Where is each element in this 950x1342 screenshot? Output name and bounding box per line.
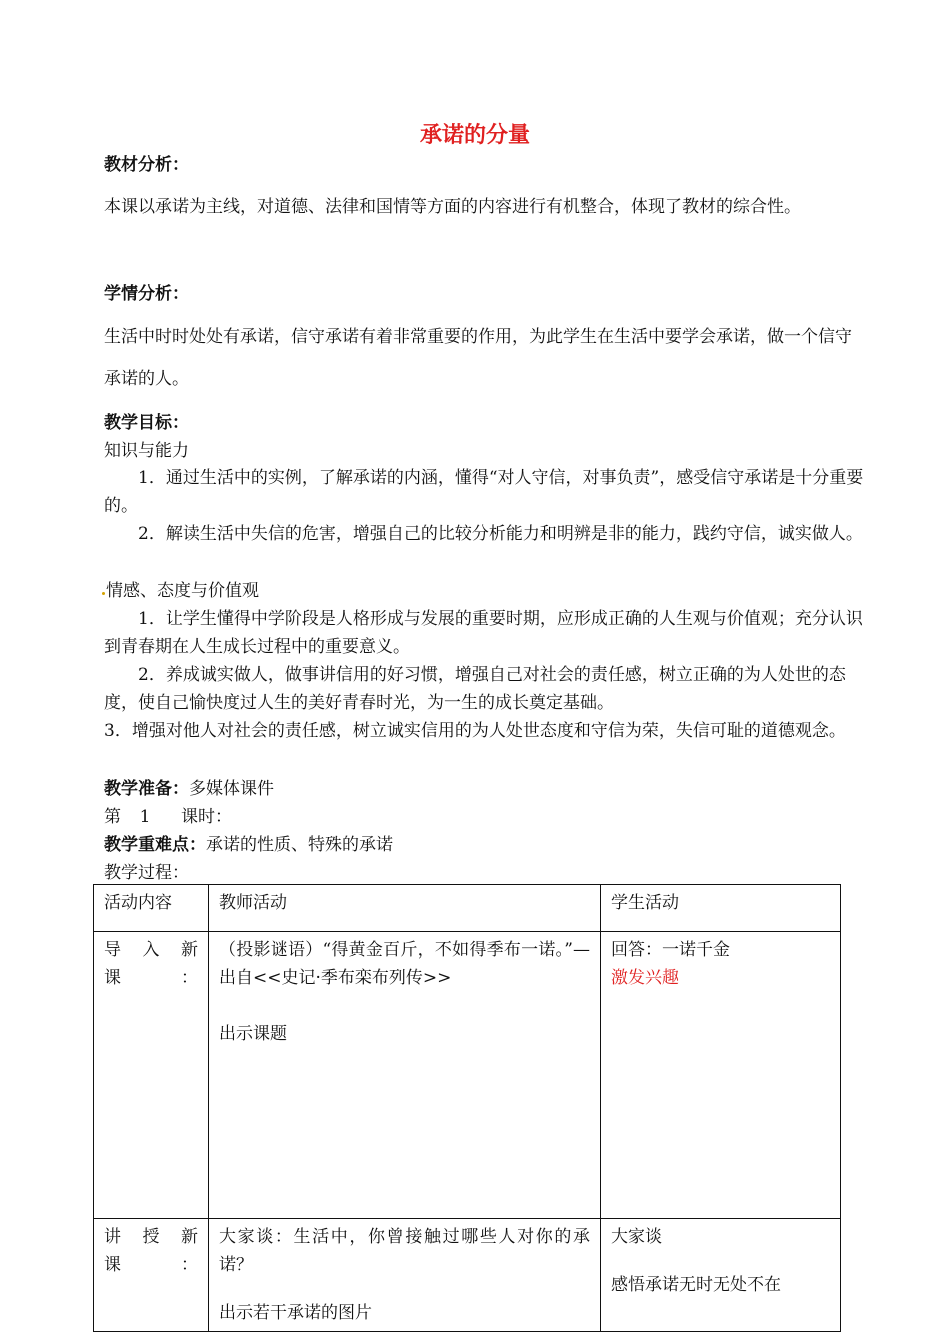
lesson-line bbox=[104, 802, 232, 827]
knowledge-item-1: 1．通过生活中的实例，了解承诺的内涵，懂得“对人守信，对事负责”，感受信守承诺是十分重要的。 bbox=[104, 468, 864, 516]
student-activity-highlight: 激发兴趣 bbox=[611, 968, 679, 988]
table-row bbox=[94, 1219, 841, 1332]
student-activity-text: 回答：一诺千金 bbox=[611, 940, 730, 960]
lesson-prefix: 第 bbox=[104, 807, 121, 827]
emotion-item-1: 1．让学生懂得中学阶段是人格形成与发展的重要时期，应形成正确的人生观与价值观；充分认识到青春期在人生成长过程中的重要意义。 bbox=[104, 609, 863, 657]
emotion-item-2: 2．养成诚实做人，做事讲信用的好习惯，增强自己对社会的责任感，树立正确的为人处世的态度，使自己愉快度过人生的美好青春时光，为一生的成长奠定基础。 bbox=[104, 665, 846, 713]
header-activity: 活动内容 bbox=[94, 885, 209, 932]
preparation-line bbox=[104, 774, 274, 799]
emotion-heading: 情感、态度与价值观 bbox=[106, 581, 259, 601]
teacher-activity-text: 出示若干承诺的图片 bbox=[219, 1303, 372, 1323]
key-points-line bbox=[104, 830, 393, 855]
lesson-number: 1 bbox=[139, 807, 151, 827]
teacher-activity-text: （投影谜语）“得黄金百斤，不如得季布一诺。”—出自<<史记·季布栾布列传>> bbox=[219, 940, 590, 988]
key-points-label: 教学重难点： bbox=[104, 835, 206, 855]
teacher-activity-text: 出示课题 bbox=[219, 1024, 287, 1044]
row-activity: 讲 授 新课： bbox=[104, 1227, 198, 1275]
lesson-suffix: 课时： bbox=[181, 807, 232, 827]
textbook-analysis-heading: 教材分析： bbox=[104, 155, 189, 175]
teacher-activity-text: 大家谈：生活中，你曾接触过哪些人对你的承诺？ bbox=[219, 1227, 590, 1275]
knowledge-item-2: 2．解读生活中失信的危害，增强自己的比较分析能力和明辨是非的能力，践约守信，诚实做人。 bbox=[138, 524, 863, 544]
mark-dot bbox=[102, 592, 105, 595]
preparation-label: 教学准备： bbox=[104, 779, 189, 799]
preparation-value: 多媒体课件 bbox=[189, 779, 274, 799]
process-heading: 教学过程： bbox=[104, 863, 189, 883]
textbook-analysis-body: 本课以承诺为主线，对道德、法律和国情等方面的内容进行有机整合，体现了教材的综合性。 bbox=[104, 197, 801, 217]
student-activity-text: 感悟承诺无时无处不在 bbox=[611, 1275, 781, 1295]
key-points-value: 承诺的性质、特殊的承诺 bbox=[206, 835, 393, 855]
student-analysis-heading: 学情分析： bbox=[104, 284, 189, 304]
knowledge-heading: 知识与能力 bbox=[104, 441, 189, 461]
lesson-plan-table bbox=[93, 884, 841, 1332]
header-teacher: 教师活动 bbox=[209, 885, 601, 932]
student-analysis-body: 生活中时时处处有承诺，信守承诺有着非常重要的作用，为此学生在生活中要学会承诺，做一个信守承诺的人。 bbox=[104, 327, 852, 389]
page-title: 承诺的分量 bbox=[419, 122, 530, 148]
student-activity-text: 大家谈 bbox=[611, 1227, 662, 1247]
row-activity: 导 入 新课： bbox=[104, 940, 198, 988]
objectives-heading: 教学目标： bbox=[104, 413, 189, 433]
objective-item-3: 3．增强对他人对社会的责任感，树立诚实信用的为人处世态度和守信为荣，失信可耻的道德观念。 bbox=[104, 721, 846, 741]
header-student: 学生活动 bbox=[601, 885, 841, 932]
table-row bbox=[94, 932, 841, 1219]
table-header-row bbox=[94, 885, 841, 932]
